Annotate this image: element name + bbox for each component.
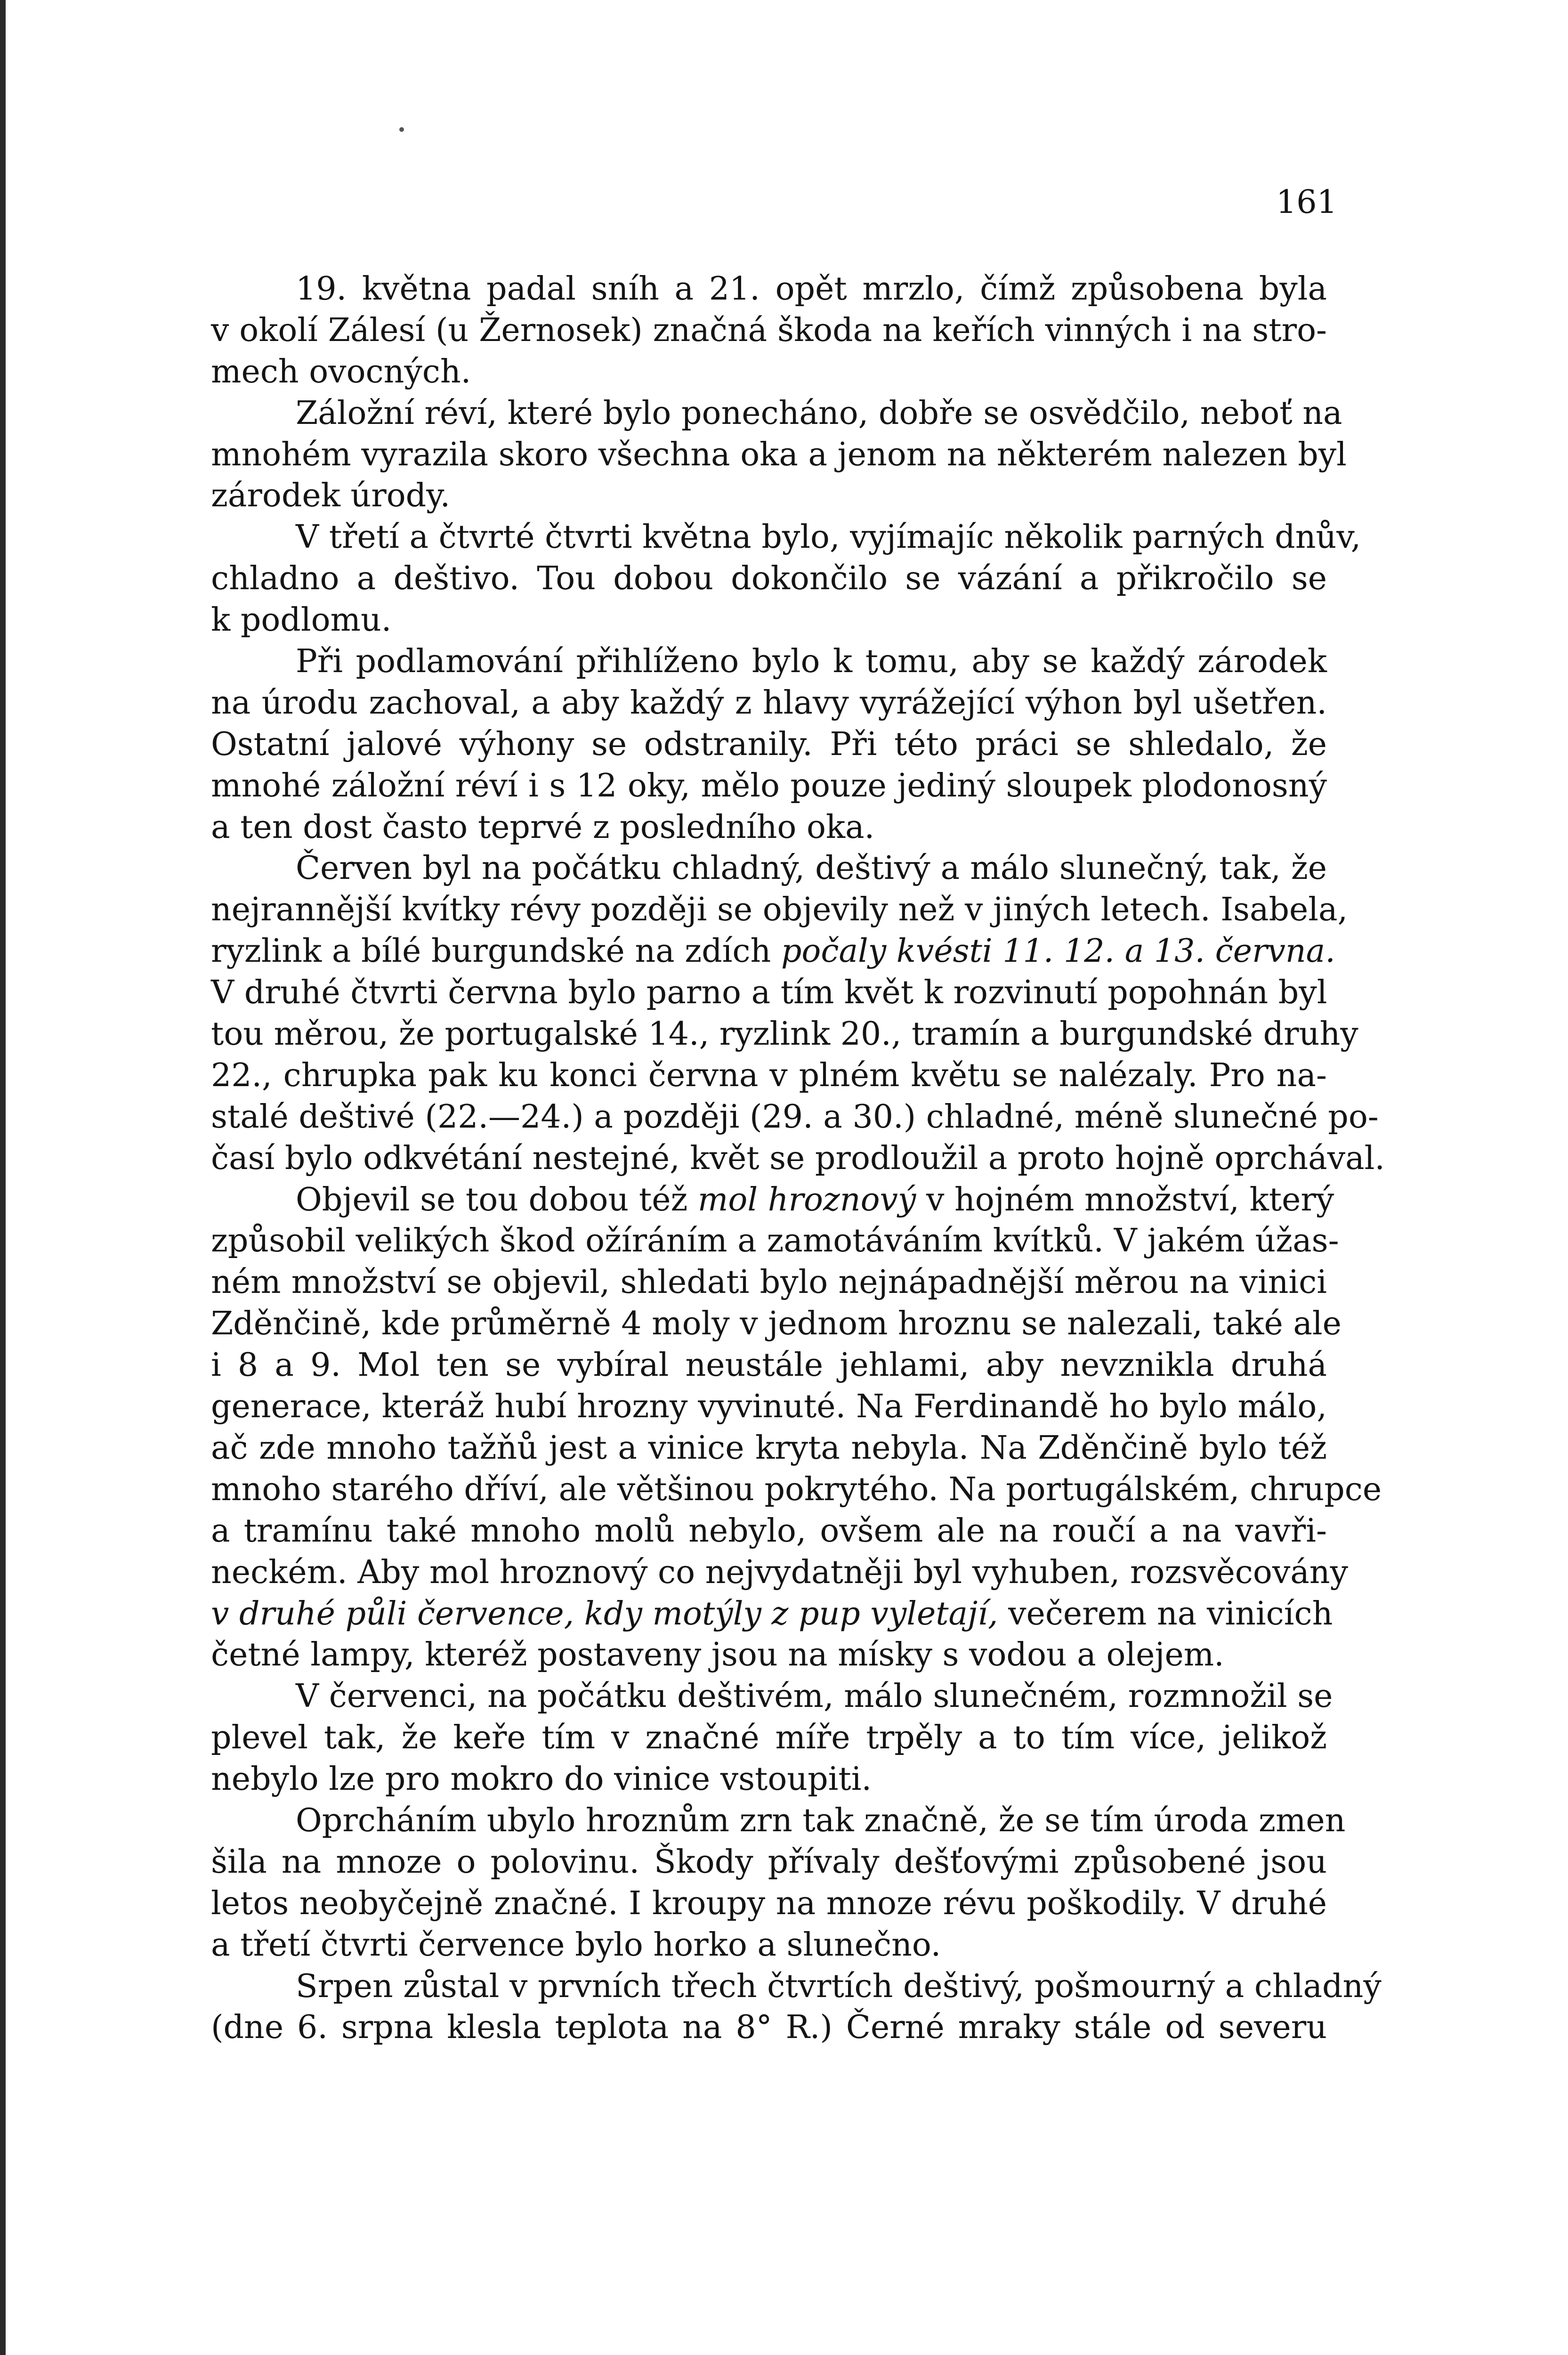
text-line [211,393,1342,434]
text-line-content: a ten dost často teprvé z posledního oka. [211,808,875,846]
text-line-content: Oprcháním ubylo hroznům zrn tak značně, že se tím úroda zmen [296,1802,1346,1839]
text-line-content: Zděnčině, kde průměrně 4 moly v jednom hroznu se nalezali, také ale [211,1305,1342,1343]
text-line-content: mech ovocných. [211,353,471,390]
text-line [211,1676,1333,1717]
text-line [211,848,1327,889]
text-line [211,1842,1327,1883]
text-line [211,1883,1327,1925]
text-line-continuation: večerem na vinicích [998,1595,1333,1632]
text-line-content: četné lampy, kteréž postaveny jsou na mísky s vodou a olejem. [211,1636,1224,1674]
text-line [211,1717,1327,1759]
text-line-content: nejrannější kvítky révy později se objevily než v jiných letech. Isabela, [211,891,1348,929]
text-line [211,1759,1327,1800]
text-line-content: Ostatní jalové výhony se odstranily. Při této práci se shledalo, že [211,725,1327,763]
text-line-continuation: v hojném množství, který [916,1181,1334,1218]
text-line-content: V červenci, na počátku deštivém, málo slunečném, rozmnožil se [296,1678,1333,1715]
text-line [211,1345,1327,1386]
text-line [211,1966,1382,2007]
text-line [211,1179,1334,1221]
page-number: 161 [1276,184,1337,221]
text-line-content: nebylo lze pro mokro do vinice vstoupiti. [211,1761,872,1798]
italic-text: v druhé půli července, kdy motýly z pup vyletají, [211,1595,998,1632]
text-line [211,1220,1339,1262]
text-line-content: ryzlink a bílé burgundské na zdích [211,933,781,970]
text-line [211,1634,1327,1676]
page-edge-shadow [0,0,6,2355]
text-line-content: zárodek úrody. [211,477,451,515]
text-line-content: Záložní réví, které bylo ponecháno, dobře se osvědčilo, neboť na [296,394,1342,432]
text-line-content: mnohém vyrazila skoro všechna oka a jenom na některém nalezen byl [211,436,1347,473]
text-line-content: i 8 a 9. Mol ten se vybíral neustále jehlami, aby nevznikla druhá [211,1347,1327,1384]
text-line-content: mnohé záložní réví i s 12 oky, mělo pouze jediný sloupek plodonosný [211,767,1327,804]
text-line [211,310,1327,351]
text-line-content: Při podlamování přihlíženo bylo k tomu, aby se každý zárodek [296,643,1327,681]
text-line [211,1800,1346,1842]
text-line [211,724,1327,765]
text-line [211,2007,1327,2048]
text-line [211,641,1327,682]
text-line-content: V třetí a čtvrté čtvrti května bylo, vyjímajíc několik parných dnův, [296,519,1361,556]
text-line-content: na úrodu zachoval, a aby každý z hlavy vyrážející výhon byl ušetřen. [211,684,1327,722]
text-line [211,1138,1385,1179]
text-line-content: neckém. Aby mol hroznový co nejvydatněji byl vyhuben, rozsvěcovány [211,1553,1348,1591]
text-line-content: letos neobyčejně značné. I kroupy na mnoze révu poškodily. V druhé [211,1884,1327,1922]
print-speck [399,127,404,132]
text-line [211,600,1327,641]
text-line-content: Srpen zůstal v prvních třech čtvrtích deštivý, pošmourný a chladný [296,1967,1382,2005]
text-line-content: generace, kteráž hubí hrozny vyvinuté. Na Ferdinandě ho bylo málo, [211,1388,1327,1426]
italic-text: počaly kvésti 11. 12. a 13. června. [781,933,1335,970]
text-line [211,1510,1327,1552]
text-line-content: plevel tak, že keře tím v značné míře trpěly a to tím více, jelikož [211,1719,1327,1757]
text-line-content: 22., chrupka pak ku konci června v plném květu se nalézaly. Pro na- [211,1056,1327,1094]
text-line-content: v okolí Zálesí (u Žernosek) značná škoda na keřích vinných i na stro- [211,311,1327,349]
text-line [211,475,1327,517]
italic-text: mol hroznový [697,1181,916,1218]
text-line [211,517,1361,558]
text-line-content: V druhé čtvrti června bylo parno a tím květ k rozvinutí popohnán byl [211,974,1327,1012]
text-line [211,1055,1327,1096]
text-line-content: a třetí čtvrti července bylo horko a slunečno. [211,1926,941,1964]
text-line-content: ač zde mnoho tažňů jest a vinice kryta nebyla. Na Zděnčině bylo též [211,1429,1327,1467]
text-line [211,682,1327,724]
text-line [211,1593,1333,1635]
text-line [211,1014,1358,1055]
text-line [211,1428,1327,1469]
text-line [211,558,1327,600]
text-line-content: chladno a deštivo. Tou dobou dokončilo se vázání a přikročilo se [211,560,1327,598]
text-line-content: časí bylo odkvétání nestejné, květ se prodloužil a proto hojně oprchával. [211,1139,1385,1177]
text-line-content: (dne 6. srpna klesla teplota na 8° R.) Černé mraky stále od severu [211,2009,1327,2046]
text-line [211,1469,1382,1510]
text-line-content: šila na mnoze o polovinu. Škody přívaly dešťovými způsobené jsou [211,1843,1327,1881]
text-line [211,1096,1379,1138]
text-line [211,1262,1327,1303]
text-line [211,1925,1327,1966]
text-line-content: ném množství se objevil, shledati bylo nejnápadnější měrou na vinici [211,1264,1327,1301]
text-line [211,268,1327,310]
body-text [211,268,1385,2048]
text-line [211,434,1347,476]
text-line-content: způsobil velikých škod ožíráním a zamotáváním kvítků. V jakém úžas- [211,1222,1339,1260]
text-line-content: Červen byl na počátku chladný, deštivý a málo slunečný, tak, že [296,850,1327,887]
text-line-content: a tramínu také mnoho molů nebylo, ovšem ale na roučí a na vavři- [211,1512,1327,1550]
text-line [211,351,1327,393]
text-line [211,765,1327,807]
text-line [211,1303,1342,1345]
text-line-content: mnoho starého dříví, ale většinou pokrytého. Na portugálském, chrupce [211,1470,1382,1508]
text-line [211,972,1327,1014]
text-line-content: Objevil se tou dobou též [296,1181,698,1218]
text-line [211,807,1327,848]
text-line-content: k podlomu. [211,601,392,639]
text-line [211,1552,1348,1593]
text-line [211,931,1335,972]
text-line-content: tou měrou, že portugalské 14., ryzlink 20., tramín a burgundské druhy [211,1015,1358,1053]
text-line-content: 19. května padal sníh a 21. opět mrzlo, čímž způsobena byla [296,270,1327,308]
text-line [211,889,1348,931]
text-line-content: stalé deštivé (22.—24.) a později (29. a 30.) chladné, méně slunečné po- [211,1098,1379,1136]
text-line [211,1386,1327,1428]
